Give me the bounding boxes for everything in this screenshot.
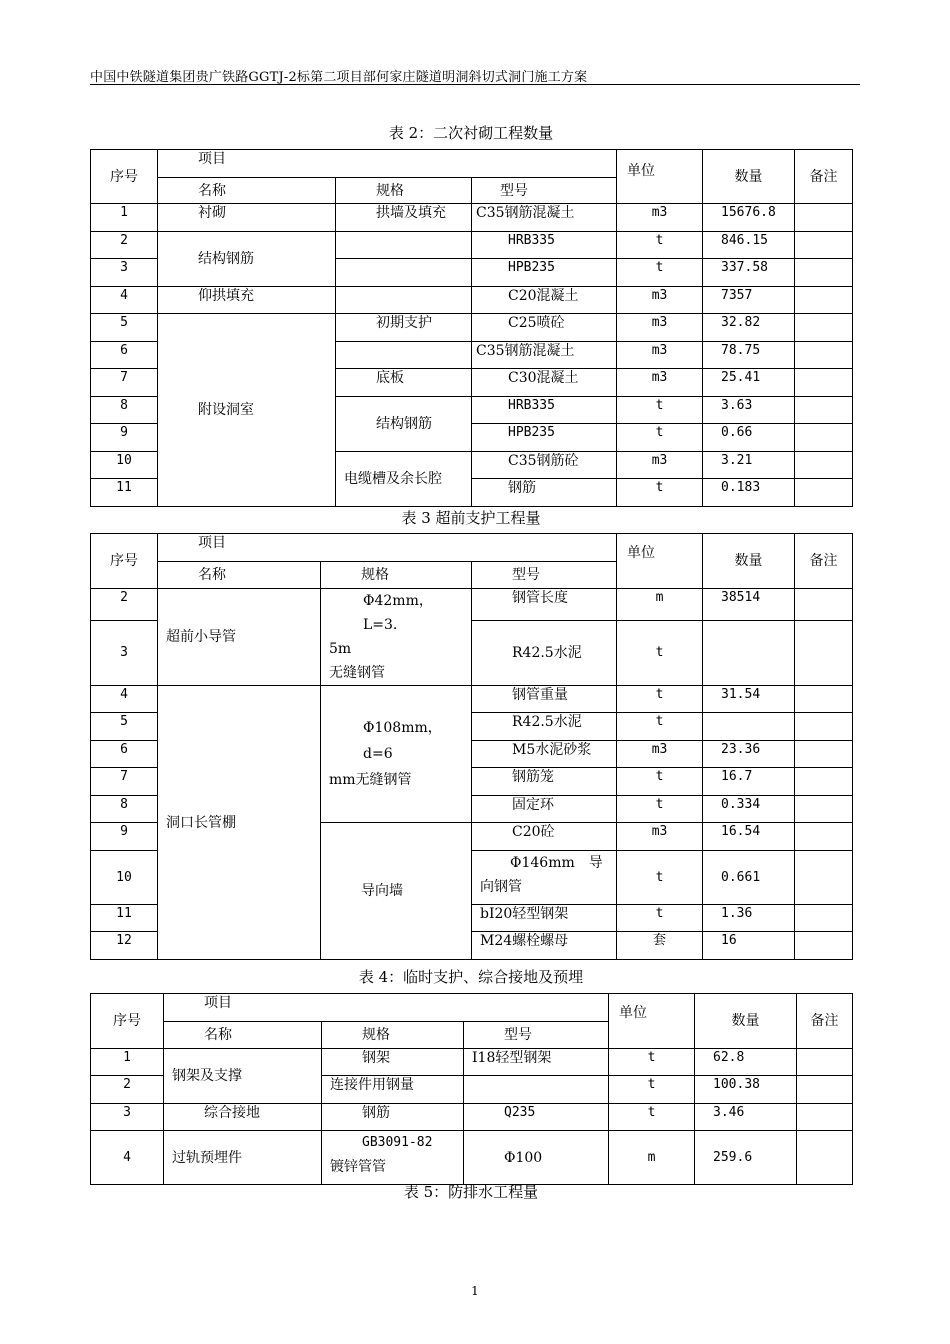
- row-spec: 电缆槽及余长腔: [336, 452, 472, 507]
- row-qty: 23.36: [703, 741, 795, 768]
- row-no: 3: [91, 1104, 164, 1131]
- table-row: [91, 589, 853, 621]
- row-qty: 32.82: [703, 314, 795, 342]
- row-spec: [336, 342, 472, 369]
- row-model: C20混凝土: [472, 287, 617, 314]
- table-row: [91, 287, 853, 314]
- row-spec: [322, 1131, 464, 1185]
- row-qty: 78.75: [703, 342, 795, 369]
- spec-line: Φ42mm，L=3.: [363, 593, 433, 633]
- row-spec: [336, 232, 472, 259]
- row-no: 10: [91, 851, 158, 905]
- row-no: 1: [91, 204, 158, 232]
- row-qty: 62.8: [695, 1049, 797, 1076]
- row-note: [795, 204, 853, 232]
- table5-caption: 表 5：防排水工程量: [403, 1183, 539, 1201]
- row-qty: 259.6: [695, 1131, 797, 1185]
- row-model: Q235: [464, 1104, 609, 1131]
- row-unit: t: [609, 1076, 695, 1104]
- row-name: 过轨预埋件: [164, 1131, 322, 1185]
- row-unit: m3: [617, 369, 703, 397]
- row-name: 洞口长管棚: [158, 686, 321, 960]
- row-unit: m3: [617, 452, 703, 479]
- row-spec: [321, 589, 472, 686]
- row-qty: 100.38: [695, 1076, 797, 1104]
- row-model: C35钢筋混凝土: [472, 204, 617, 232]
- row-spec: 钢架: [322, 1049, 464, 1076]
- row-no: 8: [91, 397, 158, 424]
- row-unit: t: [617, 768, 703, 796]
- table4-caption: 表 4：临时支护、综合接地及预埋: [358, 968, 584, 986]
- row-spec: [336, 287, 472, 314]
- row-qty: 16.7: [703, 768, 795, 796]
- row-note: [795, 823, 853, 851]
- spec-line: 5m: [329, 641, 352, 657]
- table4-header-name: 名称: [164, 1022, 322, 1049]
- row-note: [795, 851, 853, 905]
- row-model: HRB335: [472, 232, 617, 259]
- row-note: [795, 369, 853, 397]
- row-name: 结构钢筋: [158, 232, 336, 287]
- row-note: [795, 768, 853, 796]
- table4-header-item: 项目: [164, 994, 609, 1022]
- row-note: [795, 686, 853, 713]
- row-model: Φ100: [464, 1131, 609, 1185]
- header-rule: [90, 84, 860, 85]
- row-spec: 拱墙及填充: [336, 204, 472, 232]
- table3-header-unit: 单位: [617, 534, 703, 589]
- row-model: HRB335: [472, 397, 617, 424]
- spec-line: mm无缝钢管: [329, 772, 412, 788]
- row-note: [795, 796, 853, 823]
- table2-header-spec: 规格: [336, 178, 472, 204]
- row-model: bI20轻型钢架: [472, 905, 617, 932]
- row-unit: t: [617, 796, 703, 823]
- table3-header-name: 名称: [158, 562, 321, 589]
- row-note: [795, 621, 853, 686]
- row-qty: 0.183: [703, 479, 795, 507]
- row-model: [464, 1076, 609, 1104]
- row-spec: 连接件用钢量: [322, 1076, 464, 1104]
- row-note: [797, 1104, 853, 1131]
- row-unit: m3: [617, 342, 703, 369]
- spec-line: GB3091-82: [362, 1135, 433, 1150]
- table3: [90, 533, 853, 960]
- row-note: [795, 905, 853, 932]
- row-model: C35钢筋混凝土: [472, 342, 617, 369]
- table4-header-qty: 数量: [695, 994, 797, 1049]
- row-qty: 3.63: [703, 397, 795, 424]
- row-no: 8: [91, 796, 158, 823]
- row-qty: 0.66: [703, 424, 795, 452]
- row-unit: t: [617, 232, 703, 259]
- row-unit: m3: [617, 287, 703, 314]
- row-unit: t: [617, 259, 703, 287]
- row-note: [795, 932, 853, 960]
- row-note: [795, 741, 853, 768]
- row-unit: m3: [617, 204, 703, 232]
- page-header: 中国中铁隧道集团贵广铁路GGTJ-2标第二项目部何家庄隧道明洞斜切式洞门施工方案: [90, 70, 588, 85]
- row-note: [795, 287, 853, 314]
- row-spec: 底板: [336, 369, 472, 397]
- table4-header-unit: 单位: [609, 994, 695, 1049]
- row-name: 超前小导管: [158, 589, 321, 686]
- row-unit: t: [609, 1049, 695, 1076]
- spec-line: Φ108mm，d=6: [363, 720, 442, 762]
- table-row: [91, 1131, 853, 1185]
- table-row: [91, 1049, 853, 1076]
- row-unit: t: [617, 851, 703, 905]
- row-model: C35钢筋砼: [472, 452, 617, 479]
- table-row: [91, 1104, 853, 1131]
- row-unit: t: [617, 905, 703, 932]
- row-no: 7: [91, 369, 158, 397]
- row-model: C20砼: [472, 823, 617, 851]
- row-unit: t: [617, 686, 703, 713]
- row-no: 12: [91, 932, 158, 960]
- row-no: 4: [91, 686, 158, 713]
- row-no: 5: [91, 314, 158, 342]
- row-note: [797, 1049, 853, 1076]
- table2-caption: 表 2：二次衬砌工程数量: [388, 124, 554, 142]
- table4-header-note: 备注: [797, 994, 853, 1049]
- row-no: 2: [91, 589, 158, 621]
- row-model: 钢筋: [472, 479, 617, 507]
- row-note: [795, 452, 853, 479]
- row-model: [472, 851, 617, 905]
- table-row: [91, 232, 853, 259]
- spec-line: 镀锌管管: [330, 1159, 386, 1175]
- row-model: R42.5水泥: [472, 621, 617, 686]
- row-qty: 15676.8: [703, 204, 795, 232]
- table2-header-note: 备注: [795, 150, 853, 204]
- row-no: 1: [91, 1049, 164, 1076]
- row-unit: m3: [617, 741, 703, 768]
- table2: [90, 149, 853, 507]
- table-row: [91, 204, 853, 232]
- row-no: 2: [91, 232, 158, 259]
- row-unit: t: [617, 713, 703, 741]
- table2-header-item: 项目: [158, 150, 617, 178]
- row-no: 7: [91, 768, 158, 796]
- row-note: [795, 342, 853, 369]
- table2-header-model: 型号: [472, 178, 617, 204]
- row-model: I18轻型钢架: [464, 1049, 609, 1076]
- row-no: 6: [91, 741, 158, 768]
- table3-header-note: 备注: [795, 534, 853, 589]
- spec-line: 无缝钢管: [329, 665, 385, 681]
- row-model: R42.5水泥: [472, 713, 617, 741]
- table3-caption: 表 3 超前支护工程量: [401, 509, 541, 527]
- row-spec: 钢筋: [322, 1104, 464, 1131]
- row-model: 钢管重量: [472, 686, 617, 713]
- row-no: 6: [91, 342, 158, 369]
- row-model: M24螺栓螺母: [472, 932, 617, 960]
- table2-header-name: 名称: [158, 178, 336, 204]
- table-row: [91, 686, 853, 713]
- row-qty: 3.46: [695, 1104, 797, 1131]
- row-qty: [703, 621, 795, 686]
- row-note: [795, 232, 853, 259]
- model-line: 向钢管: [480, 879, 522, 895]
- table3-header-seq: 序号: [91, 534, 158, 589]
- row-spec: 初期支护: [336, 314, 472, 342]
- row-qty: 337.58: [703, 259, 795, 287]
- row-qty: 0.661: [703, 851, 795, 905]
- table4-header-seq: 序号: [91, 994, 164, 1049]
- table2-header-seq: 序号: [91, 150, 158, 204]
- row-note: [795, 713, 853, 741]
- model-line: Φ146mm 导: [510, 855, 603, 871]
- row-model: HPB235: [472, 424, 617, 452]
- row-unit: t: [609, 1104, 695, 1131]
- row-note: [795, 397, 853, 424]
- row-unit: t: [617, 621, 703, 686]
- table4-header-model: 型号: [464, 1022, 609, 1049]
- table3-header-spec: 规格: [321, 562, 472, 589]
- row-unit: t: [617, 424, 703, 452]
- row-qty: 1.36: [703, 905, 795, 932]
- row-qty: 25.41: [703, 369, 795, 397]
- row-qty: 846.15: [703, 232, 795, 259]
- row-no: 11: [91, 479, 158, 507]
- row-name: 钢架及支撑: [164, 1049, 322, 1104]
- row-qty: 31.54: [703, 686, 795, 713]
- table2-header-qty: 数量: [703, 150, 795, 204]
- row-no: 10: [91, 452, 158, 479]
- table3-header-item: 项目: [158, 534, 617, 562]
- row-note: [795, 424, 853, 452]
- row-note: [795, 314, 853, 342]
- row-note: [797, 1076, 853, 1104]
- row-name: 衬砌: [158, 204, 336, 232]
- row-model: HPB235: [472, 259, 617, 287]
- row-model: 钢管长度: [472, 589, 617, 621]
- row-qty: 38514: [703, 589, 795, 621]
- row-note: [795, 479, 853, 507]
- table-row: [91, 314, 853, 342]
- row-spec: [336, 259, 472, 287]
- row-model: C30混凝土: [472, 369, 617, 397]
- row-qty: 0.334: [703, 796, 795, 823]
- row-name: 综合接地: [164, 1104, 322, 1131]
- row-spec: [321, 686, 472, 823]
- row-qty: 7357: [703, 287, 795, 314]
- row-spec: 结构钢筋: [336, 397, 472, 452]
- row-no: 3: [91, 259, 158, 287]
- table3-header-qty: 数量: [703, 534, 795, 589]
- row-name: 仰拱填充: [158, 287, 336, 314]
- row-unit: m3: [617, 314, 703, 342]
- row-no: 5: [91, 713, 158, 741]
- row-no: 4: [91, 1131, 164, 1185]
- row-unit: m: [617, 589, 703, 621]
- row-model: M5水泥砂浆: [472, 741, 617, 768]
- row-qty: 16.54: [703, 823, 795, 851]
- row-unit: t: [617, 479, 703, 507]
- table4-header-spec: 规格: [322, 1022, 464, 1049]
- row-no: 9: [91, 823, 158, 851]
- table2-header-unit: 单位: [617, 150, 703, 204]
- row-no: 4: [91, 287, 158, 314]
- row-spec: 导向墙: [321, 823, 472, 960]
- row-name: 附设洞室: [158, 314, 336, 507]
- row-unit: m: [609, 1131, 695, 1185]
- row-no: 3: [91, 621, 158, 686]
- row-no: 9: [91, 424, 158, 452]
- row-note: [795, 589, 853, 621]
- row-model: C25喷砼: [472, 314, 617, 342]
- row-qty: 16: [703, 932, 795, 960]
- row-qty: [703, 713, 795, 741]
- row-note: [795, 259, 853, 287]
- row-note: [797, 1131, 853, 1185]
- row-unit: m3: [617, 823, 703, 851]
- row-model: 固定环: [472, 796, 617, 823]
- table4: [90, 993, 853, 1185]
- table3-header-model: 型号: [472, 562, 617, 589]
- row-qty: 3.21: [703, 452, 795, 479]
- row-unit: 套: [617, 932, 703, 960]
- row-no: 2: [91, 1076, 164, 1104]
- row-model: 钢筋笼: [472, 768, 617, 796]
- row-unit: t: [617, 397, 703, 424]
- page-number: 1: [471, 1284, 479, 1298]
- row-no: 11: [91, 905, 158, 932]
